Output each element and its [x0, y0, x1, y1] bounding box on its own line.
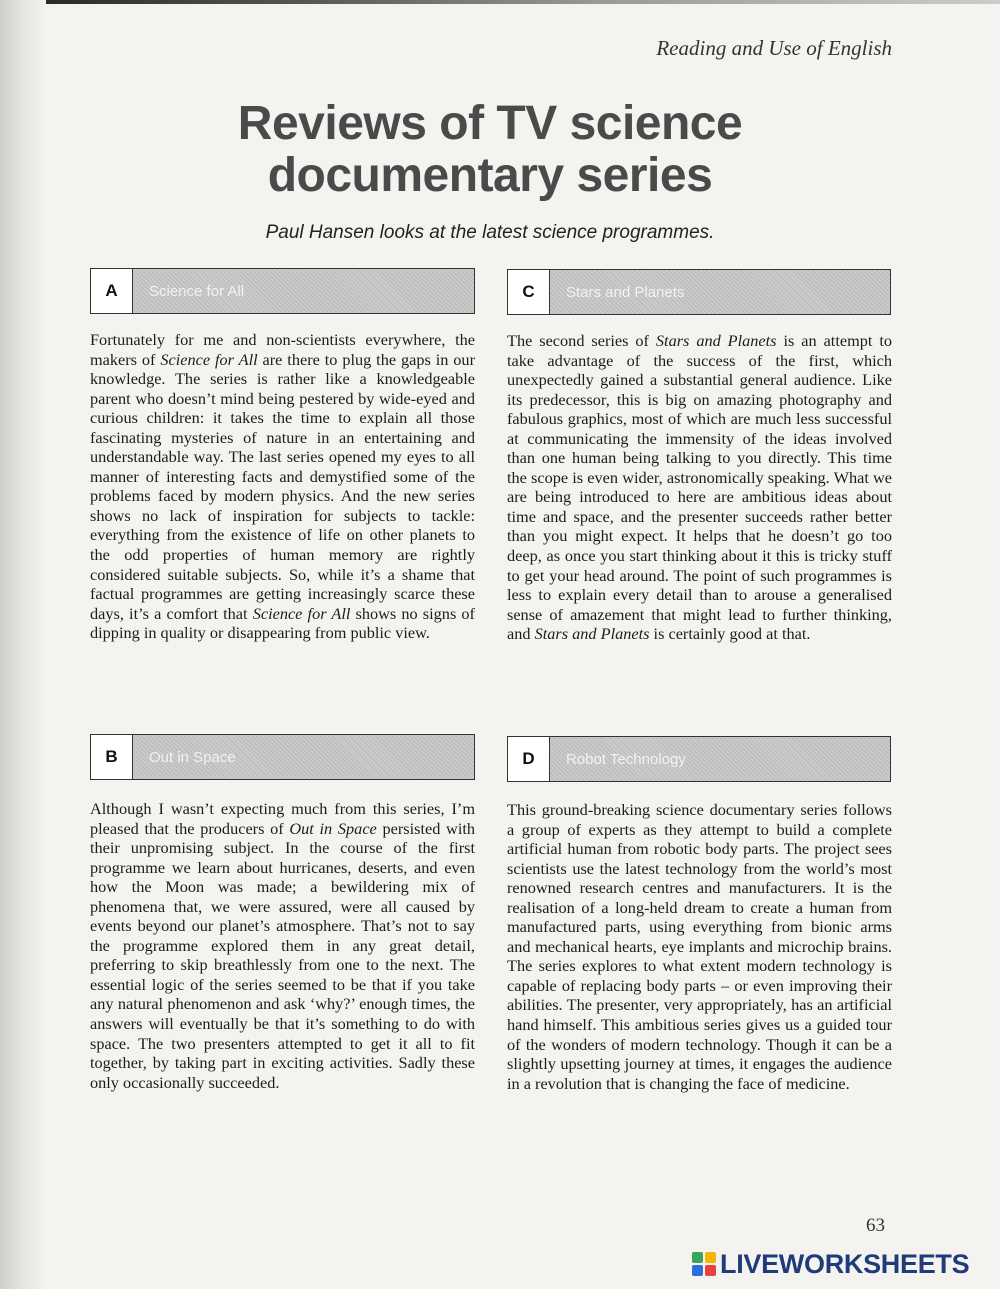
- section-c-letter: C: [508, 270, 550, 314]
- liveworksheets-brand-link[interactable]: [692, 1247, 969, 1281]
- section-d-letter: D: [508, 737, 550, 781]
- section-d-header: [507, 736, 891, 782]
- section-b-header: [90, 734, 475, 780]
- page-title-line-2: documentary series: [267, 149, 713, 202]
- section-c-header: [507, 269, 891, 315]
- page-title: [0, 98, 980, 202]
- section-d-body: This ground-breaking science documentary series follows a group of experts as they attempt to build a complete artificial human from robotic body parts. The project sees scientists use the latest technology from the world’s most renowned research centres and manufacturers. It is the realisation of a long-held dream to create a human from manufactured parts, using everything from bionic arms and mechanical hearts, eye implants and microchip brains. The series explores to what extent modern technology is capable of replacing body parts – or even improving their abilities. The presenter, very appropriately, has an artificial hand himself. This ambitious series gives us a guided tour of the wonders of modern technology. Though it can be a slightly upsetting journey at times, it engages the audience in a revolution that is changing the face of medicine.: [507, 800, 892, 1093]
- section-a-header: [90, 268, 475, 314]
- running-head: Reading and Use of English: [656, 36, 892, 60]
- section-a-title: Science for All: [133, 269, 474, 313]
- logo-square-1: [692, 1252, 703, 1263]
- logo-square-2: [705, 1252, 716, 1263]
- page-title-line-1: Reviews of TV science: [237, 97, 743, 150]
- section-a-letter: A: [91, 269, 133, 313]
- section-b-body: Although I wasn’t expecting much from this series, I’m pleased that the producers of Out in Space persisted with their unpromising subject. In the course of the first programme we learn about hurricanes, deserts, and even how the Moon was made; a bewildering mix of phenomena that, we were assured, were all caused by events beyond our planet’s atmosphere. That’s not to say the programme explored them in any great detail, preferring to skip breathlessly from one to the next. The essential logic of the series seemed to be that if you take any natural phenomenon and ask ‘why?’ enough times, the answers will eventually be that it’s something to do with space. The two presenters attempted to get it all to fit together, by taking part in exciting activities. Sadly these only occasionally succeeded.: [90, 799, 476, 1092]
- section-c-title: Stars and Planets: [550, 270, 890, 314]
- section-b-title: Out in Space: [133, 735, 474, 779]
- section-c-body: The second series of Stars and Planets is an attempt to take advantage of the success of the first, which unexpectedly gained a substantial general audience. Like its predecessor, this is big on amazing photography and fabulous graphics, most of which are much less successful at communicating the immensity of the ideas involved than one human being talking to you directly. This time the scope is even wider, astronomically speaking. What we are being introduced to here are ambitious ideas about time and space, and the presenter succeeds rather better than you might expect. It helps that he doesn’t go too deep, as once you start thinking about it this is tricky stuff to get your head around. The point of such programmes is less to explain every detail than to arouse a generalised sense of amazement that might lead to further thinking, and Stars and Planets is certainly good at that.: [507, 331, 892, 644]
- top-edge-line: [0, 0, 1000, 4]
- page-number: 63: [866, 1215, 885, 1236]
- section-b-letter: B: [91, 735, 133, 779]
- liveworksheets-logo-icon: [692, 1252, 716, 1276]
- section-d-title: Robot Technology: [550, 737, 890, 781]
- page-subtitle: Paul Hansen looks at the latest science programmes.: [265, 222, 715, 243]
- section-a-body: Fortunately for me and non-scientists everywhere, the makers of Science for All are there to plug the gaps in our knowledge. The series is rather like a knowledgeable parent who doesn’t mind being pestered by wide-eyed and curious children: it takes the time to explain all those fascinating mysteries of nature in an entertaining and understandable way. The last series opened my eyes to all manner of interesting facts and demystified some of the problems faced by modern physics. And the new series shows no lack of inspiration for subjects to tackle: everything from the existence of life on other planets to the odd properties of human memory are rightly considered suitable subjects. So, while it’s a shame that factual programmes are getting increasingly scarce these days, it’s a comfort that Science for All shows no signs of dipping in quality or disappearing from public view.: [90, 330, 475, 643]
- logo-square-3: [692, 1265, 703, 1276]
- liveworksheets-brand-text: LIVEWORKSHEETS: [720, 1248, 970, 1279]
- logo-square-4: [705, 1265, 716, 1276]
